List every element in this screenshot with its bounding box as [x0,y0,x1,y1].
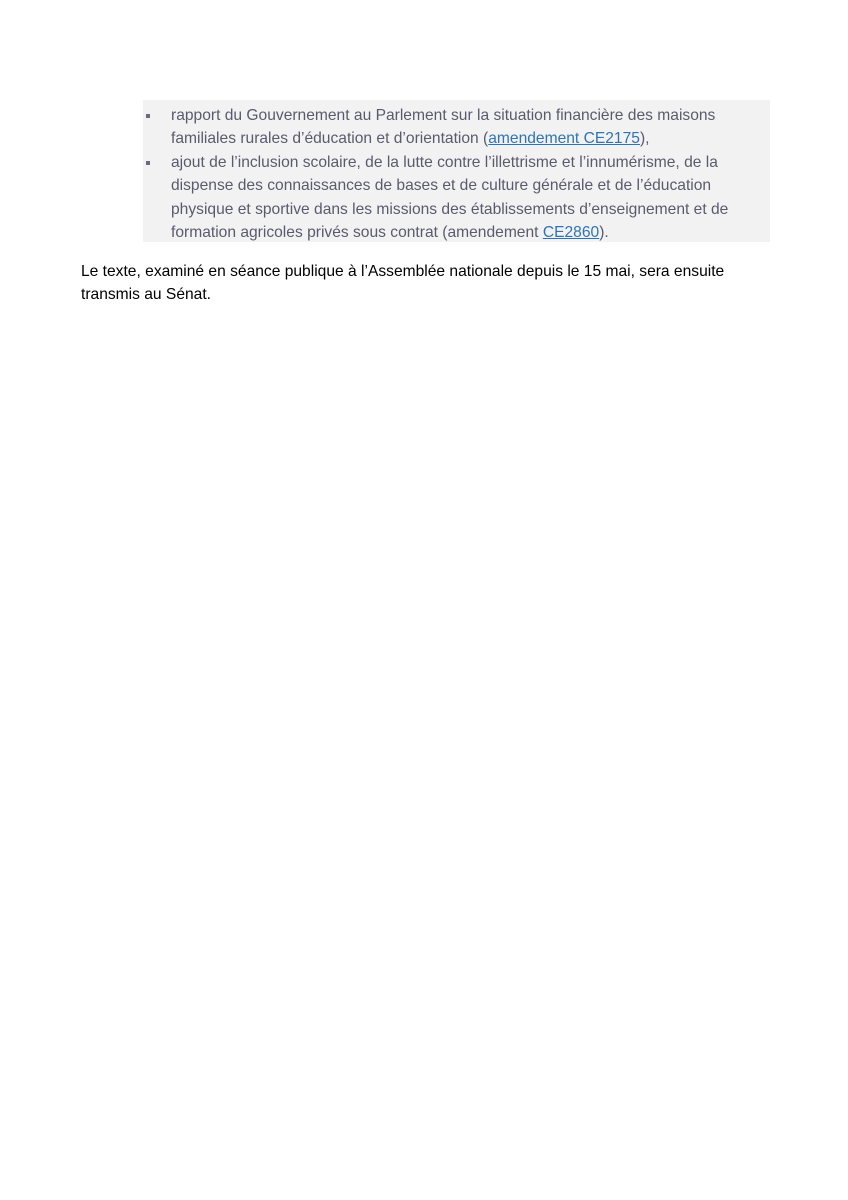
list-item-text-end: ). [599,224,609,242]
amendment-ce2175-link[interactable]: amendement CE2175 [488,130,640,148]
list-item-text: rapport du Gouvernement au Parlement sur la situation financière des maisons familiales rurales d’éducation et d’orientation ( [171,107,716,148]
list-item [143,151,770,245]
amendments-list-box [143,100,770,242]
square-bullet-icon [146,114,150,118]
list-item-text: ajout de l’inclusion scolaire, de la lutte contre l’illettrisme et l’innumérisme, de la dispense des connaissances de bases et de culture générale et de l’éducation physique et sportive dans les missions des établissements d’enseignement et de formation agricoles privés sous contrat (amendement [171,153,729,242]
amendment-ce2860-link[interactable]: CE2860 [542,224,600,242]
square-bullet-icon [146,161,150,165]
list-item-text-end: ), [639,130,650,148]
list-item [143,104,770,151]
amendments-list [143,104,770,244]
closing-paragraph: Le texte, examiné en séance publique à l’Assemblée nationale depuis le 15 mai, sera ensuite transmis au Sénat. [81,263,725,304]
